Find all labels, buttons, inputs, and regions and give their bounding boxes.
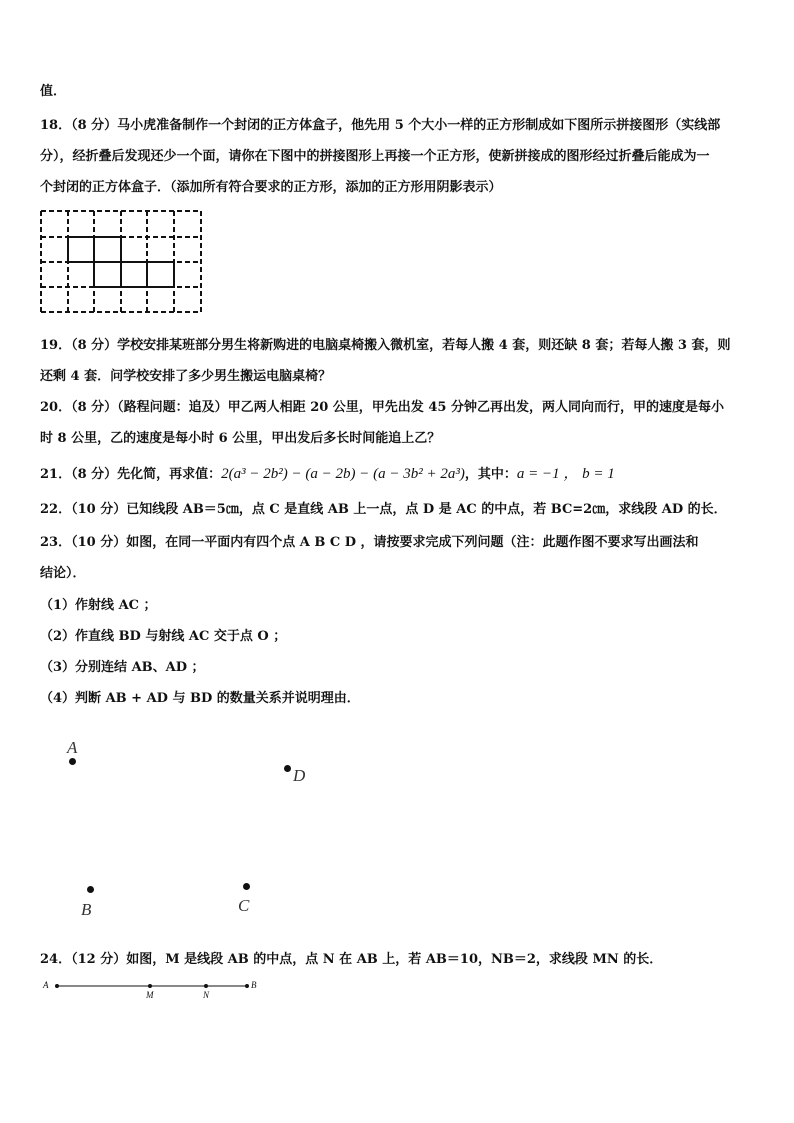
- question-18-line-2: 分），经折叠后发现还少一个面，请你在下图中的拼接图形上再接一个正方形，使新拼接成的图形经过折叠后能成为一: [40, 149, 710, 164]
- question-21-mid: ，其中：: [464, 467, 517, 482]
- question-23-item-4: （4）判断 AB + AD 与 BD 的数量关系并说明理由．: [40, 691, 360, 706]
- question-18-line-1: 18．（8 分）马小虎准备制作一个封闭的正方体盒子，他先用 5 个大小一样的正方形制成如下图所示拼接图形（实线部: [40, 118, 721, 133]
- question-21-values: a = −1 ， b = 1: [516, 466, 615, 482]
- question-23-line-1: 23．（10 分）如图，在同一平面内有四个点 A B C D ，请按要求完成下列问题（注：此题作图不要求写出画法和: [40, 535, 699, 550]
- point-c-label: C: [238, 896, 250, 915]
- question-21: [40, 462, 615, 483]
- question-23-item-2: （2）作直线 BD 与射线 AC 交于点 O ；: [40, 629, 287, 644]
- point-c-dot: [243, 883, 250, 890]
- question-18-line-3: 个封闭的正方体盒子．（添加所有符合要求的正方形，添加的正方形用阴影表示）: [40, 180, 502, 195]
- question-20-line-2: 时 8 公里，乙的速度是每小时 6 公里，甲出发后多长时间能追上乙？: [40, 431, 441, 446]
- question-19-line-1: 19．（8 分）学校安排某班部分男生将新购进的电脑桌椅搬入微机室，若每人搬 4 套，则还缺 8 套；若每人搬 3 套，则: [40, 338, 731, 353]
- question-23-item-3: （3）分别连结 AB、AD ；: [40, 660, 205, 675]
- point-b-dot: [87, 886, 94, 893]
- segment-label-b: B: [251, 980, 257, 990]
- question-24: 24．（12 分）如图，M 是线段 AB 的中点，点 N 在 AB 上，若 AB＝10，NB＝2，求线段 MN 的长．: [40, 952, 663, 967]
- question-21-expression: 2(a³ − 2b²) − (a − 2b) − (a − 3b² + 2a³): [221, 466, 465, 482]
- point-b-label: B: [81, 900, 92, 919]
- question-19-line-2: 还剩 4 套．问学校安排了多少男生搬运电脑桌椅？: [40, 369, 332, 384]
- point-a-label: A: [67, 738, 78, 757]
- point-d-label: D: [293, 766, 306, 785]
- question-23-item-1: （1）作射线 AC ；: [40, 598, 157, 613]
- segment-label-a: A: [43, 980, 49, 990]
- question-21-prefix: 21．（8 分）先化简，再求值：: [40, 467, 222, 482]
- question-22: 22．（10 分）已知线段 AB＝5㎝，点 C 是直线 AB 上一点，点 D 是 AC 的中点，若 BC=2㎝，求线段 AD 的长．: [40, 502, 727, 517]
- question-23-line-2: 结论）．: [40, 566, 86, 581]
- net-grid-figure: [40, 210, 202, 314]
- text-l0: 值．: [40, 84, 67, 99]
- point-d-dot: [284, 765, 291, 772]
- segment-label-n: N: [203, 990, 210, 1000]
- question-20-line-1: 20．（8 分）（路程问题：追及）甲乙两人相距 20 公里，甲先出发 45 分钟乙再出发，两人同向而行，甲的速度是每小: [40, 400, 724, 415]
- segment-label-m: M: [146, 990, 154, 1000]
- point-a-dot: [69, 758, 76, 765]
